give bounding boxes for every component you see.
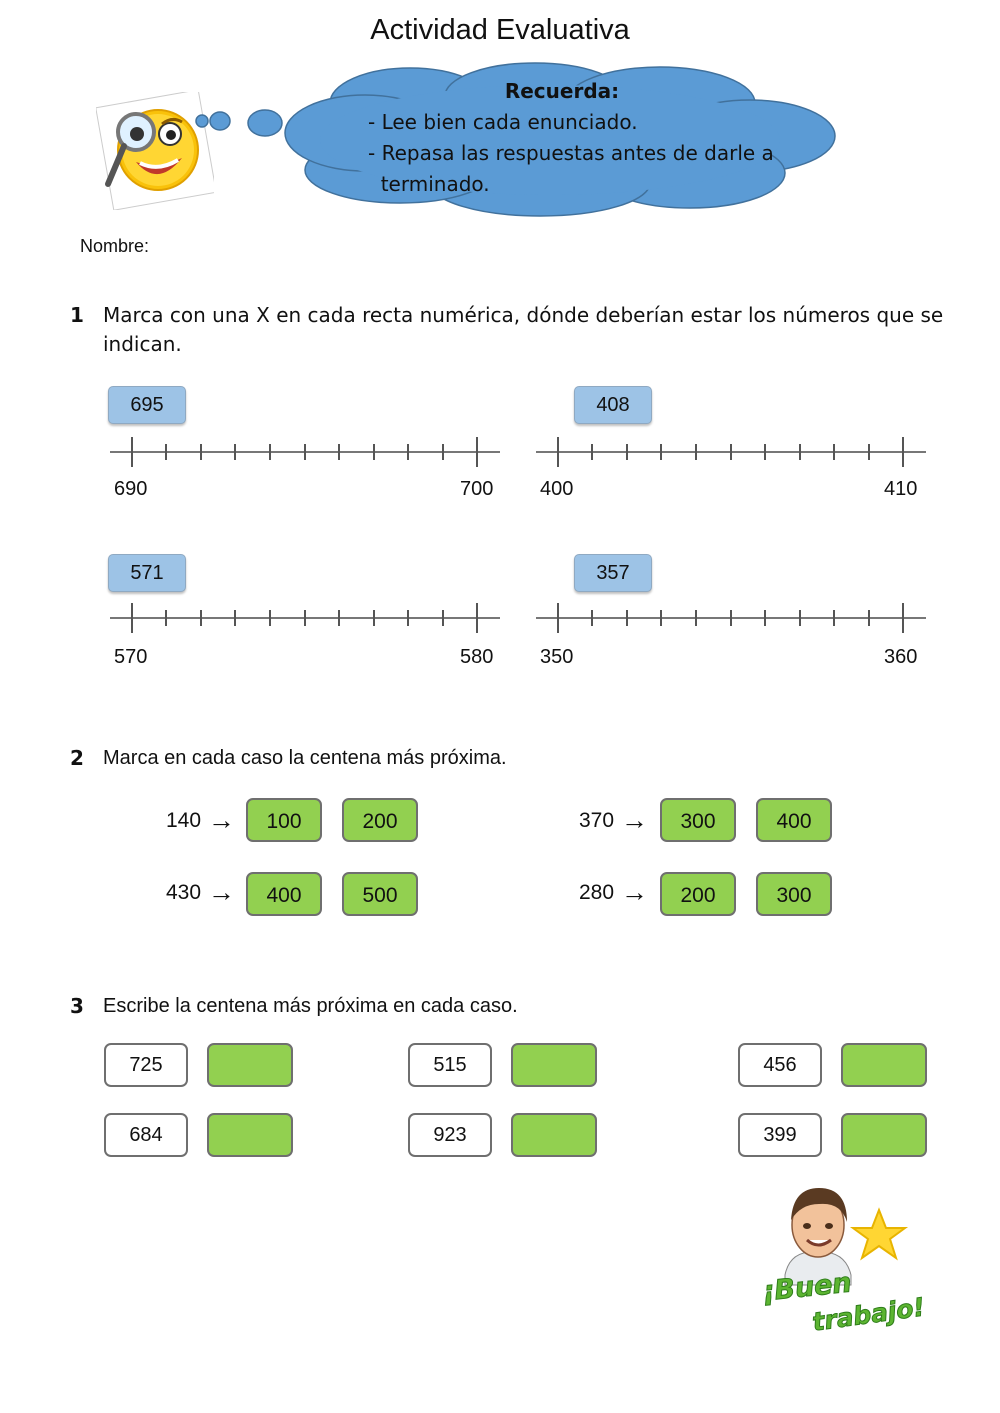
arrow-right-icon: → — [621, 805, 648, 835]
q3-number: 3 — [70, 994, 84, 1018]
q3-answer-input[interactable] — [207, 1043, 293, 1087]
reminder-line-1: - Lee bien cada enunciado. — [368, 110, 638, 134]
q1-number: 1 — [70, 303, 84, 327]
answer-option-button[interactable]: 300 — [660, 798, 736, 842]
q2-value: 280 — [579, 881, 615, 904]
answer-option-button[interactable]: 500 — [342, 872, 418, 916]
arrow-right-icon: → — [208, 805, 235, 835]
number-line-end: 410 — [884, 478, 918, 500]
number-line-end: 580 — [460, 646, 494, 668]
q3-answer-input[interactable] — [841, 1043, 927, 1087]
q2-value: 370 — [579, 809, 615, 832]
page-title: Actividad Evaluativa — [370, 14, 630, 46]
reminder-line-2: - Repasa las respuestas antes de darle a — [368, 141, 774, 165]
reminder-heading: Recuerda: — [504, 79, 620, 103]
number-line[interactable] — [536, 600, 928, 636]
answer-option-button[interactable]: 200 — [342, 798, 418, 842]
q1-text-line2: indican. — [103, 332, 182, 356]
number-line[interactable] — [110, 434, 502, 470]
q3-number-box: 923 — [408, 1113, 492, 1157]
q1-text-line1: Marca con una X en cada recta numérica, dónde deberían estar los números que se — [103, 303, 944, 327]
q3-answer-input[interactable] — [511, 1113, 597, 1157]
number-line[interactable] — [110, 600, 502, 636]
number-line-end: 700 — [460, 478, 494, 500]
number-line-start: 690 — [114, 478, 148, 500]
number-line-start: 400 — [540, 478, 574, 500]
number-line-end: 360 — [884, 646, 918, 668]
q3-number-box: 515 — [408, 1043, 492, 1087]
number-line-start: 350 — [540, 646, 574, 668]
badge-text-line2: trabajo! — [810, 1292, 927, 1337]
number-line[interactable] — [536, 434, 928, 470]
number-tag[interactable]: 408 — [574, 386, 652, 424]
number-line-start: 570 — [114, 646, 148, 668]
badge-text-line1: ¡Buen — [760, 1267, 854, 1308]
answer-option-button[interactable]: 200 — [660, 872, 736, 916]
q3-text: Escribe la centena más próxima en cada caso. — [103, 995, 518, 1017]
q2-text: Marca en cada caso la centena más próxima. — [103, 747, 507, 769]
number-tag[interactable]: 571 — [108, 554, 186, 592]
q2-value: 430 — [166, 881, 202, 904]
answer-option-button[interactable]: 400 — [756, 798, 832, 842]
q3-number-box: 399 — [738, 1113, 822, 1157]
q2-value: 140 — [166, 809, 202, 832]
answer-option-button[interactable]: 100 — [246, 798, 322, 842]
q3-answer-input[interactable] — [207, 1113, 293, 1157]
q3-number-box: 456 — [738, 1043, 822, 1087]
number-tag[interactable]: 357 — [574, 554, 652, 592]
arrow-right-icon: → — [208, 877, 235, 907]
q2-number: 2 — [70, 746, 84, 770]
q3-answer-input[interactable] — [841, 1113, 927, 1157]
name-label: Nombre: — [80, 236, 150, 256]
reminder-line-3: terminado. — [368, 172, 490, 196]
q3-answer-input[interactable] — [511, 1043, 597, 1087]
arrow-right-icon: → — [621, 877, 648, 907]
q3-number-box: 684 — [104, 1113, 188, 1157]
answer-option-button[interactable]: 400 — [246, 872, 322, 916]
answer-option-button[interactable]: 300 — [756, 872, 832, 916]
number-tag[interactable]: 695 — [108, 386, 186, 424]
q3-number-box: 725 — [104, 1043, 188, 1087]
